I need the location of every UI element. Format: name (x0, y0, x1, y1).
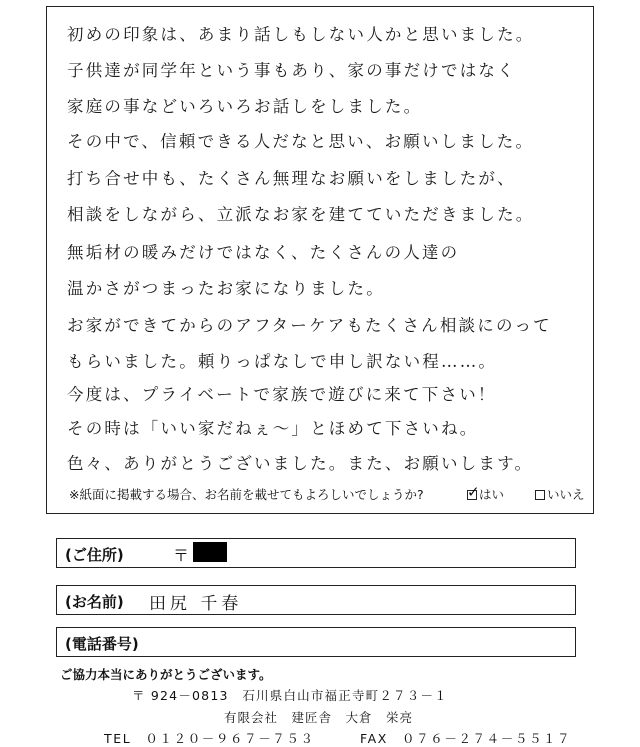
phone-field[interactable] (56, 627, 576, 657)
thanks-text: ご協力本当にありがとうございます。 (60, 667, 272, 682)
address-field[interactable] (56, 538, 576, 568)
letter-line: 相談をしながら、立派なお家を建てていただきました。 (67, 205, 535, 224)
name-field[interactable] (56, 585, 576, 615)
letter-line: 無垢材の暖みだけではなく、たくさんの人達の (67, 243, 460, 262)
consent-no-option[interactable] (535, 485, 585, 503)
letter-line: 家庭の事などいろいろお話しをしました。 (67, 97, 423, 116)
name-value: 田尻 千春 (149, 594, 243, 614)
consent-no-label: いいえ (547, 487, 585, 502)
phone-label: (電話番号) (65, 635, 139, 653)
letter-line: 今度は、プライベートで家族で遊びに来て下さい！ (67, 385, 497, 404)
name-label: (お名前) (65, 593, 124, 611)
postal-mark: 〒 (173, 546, 190, 565)
handwritten-letter (46, 6, 594, 514)
letter-line: もらいました。頼りっぱなしで申し訳ない程……。 (67, 352, 498, 371)
address-label: (ご住所) (65, 546, 124, 564)
consent-yes-option[interactable] (467, 485, 504, 503)
checkbox-no[interactable] (535, 490, 545, 500)
consent-yes-label: はい (479, 487, 505, 502)
checkbox-yes[interactable] (467, 483, 480, 501)
letter-line: 初めの印象は、あまり話しもしない人かと思いました。 (67, 25, 535, 44)
letter-line: お家ができてからのアフターケアもたくさん相談にのって (67, 316, 552, 335)
company-name: 有限会社 建匠舎 大倉 栄亮 (224, 710, 414, 725)
checkmark-icon: ✓ (467, 483, 480, 501)
letter-line: 温かさがつまったお家になりました。 (67, 279, 385, 298)
company-fax: FAX ０７６－２７４－５５１７ (360, 731, 572, 746)
company-address: 〒 924－0813 石川県白山市福正寺町２７３－１ (132, 688, 448, 703)
letter-line: その中で、信頼できる人だなと思い、お願いしました。 (67, 132, 535, 151)
letter-line: その時は「いい家だねぇ～」とほめて下さいね。 (67, 419, 479, 438)
consent-question: ※紙面に掲載する場合、お名前を載せてもよろしいでしょうか? (69, 487, 424, 502)
letter-line: 色々、ありがとうございました。また、お願いします。 (67, 454, 534, 473)
company-tel: TEL ０１２０－９６７－７５３ (104, 731, 315, 746)
redacted-block (193, 542, 227, 562)
letter-line: 子供達が同学年という事もあり、家の事だけではなく (67, 61, 516, 80)
letter-line: 打ち合せ中も、たくさん無理なお願いをしましたが、 (67, 169, 516, 188)
